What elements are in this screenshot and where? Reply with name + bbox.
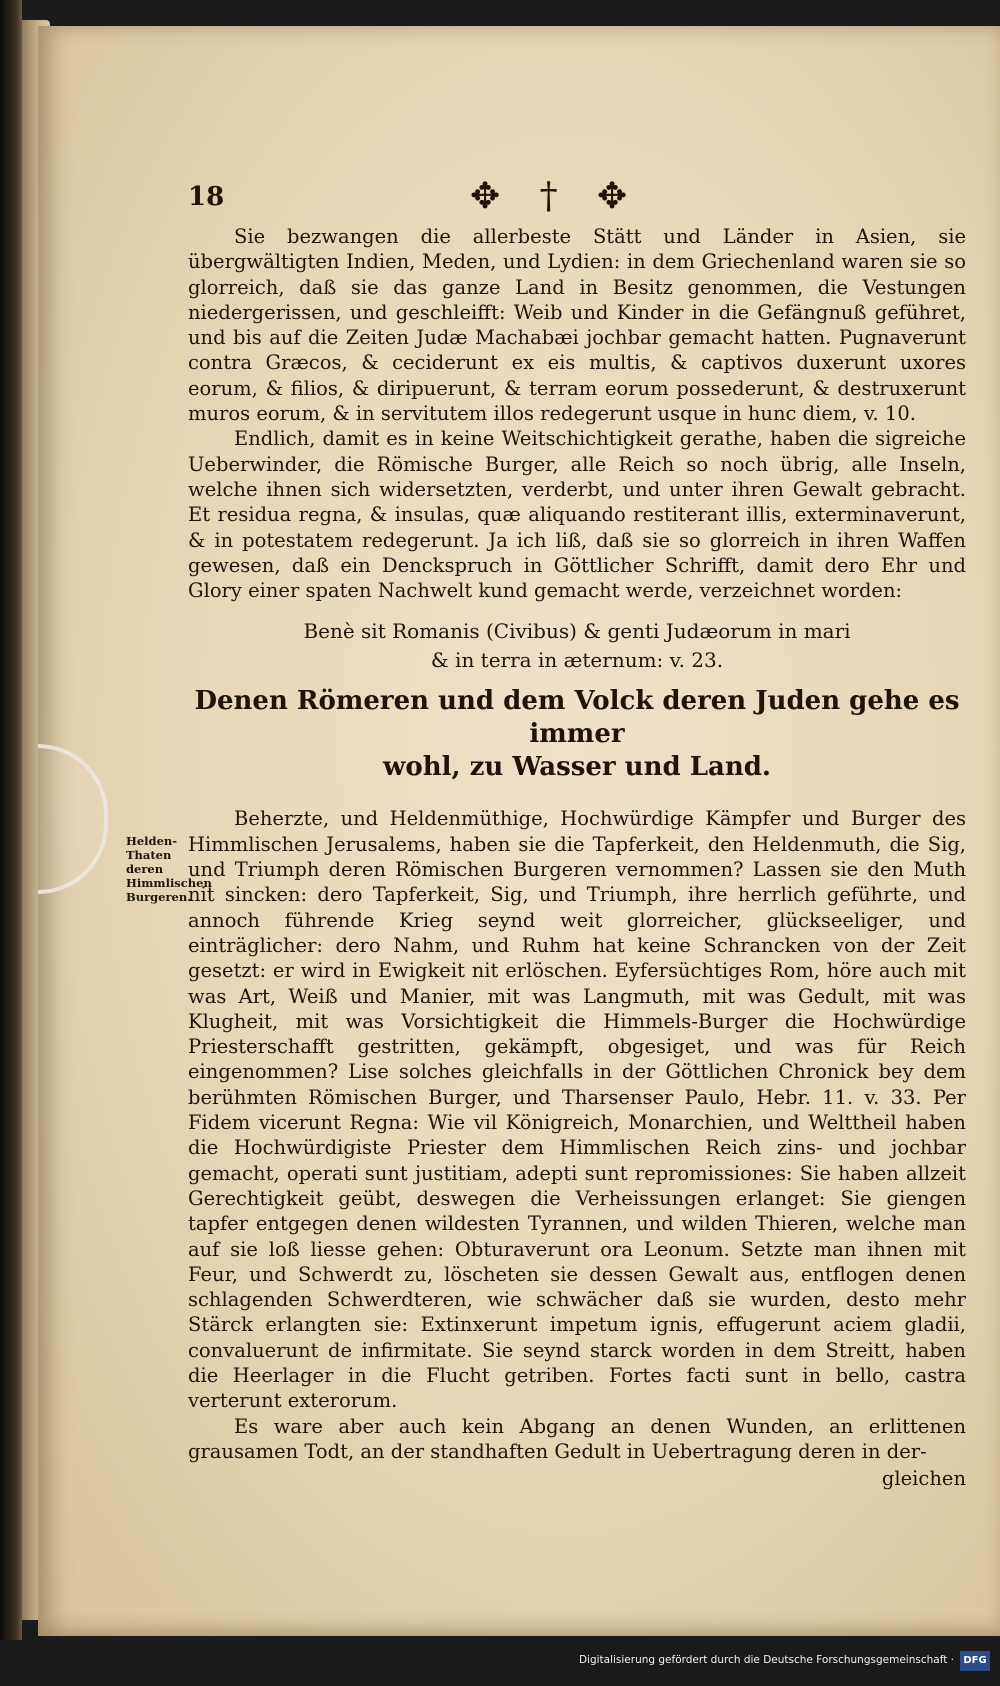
paper-clip bbox=[38, 744, 108, 894]
paragraph: Sie bezwangen die allerbeste Stätt und Länder in Asien, sie übergwältigten Indien, Meden, und Lydien: in dem Griechenland waren sie so glorreich, daß sie das ganze Land in Besitz genommen, die Vestungen niedergerissen, und geschleifft: Weib und Kinder in die Gefängnuß geführet, und bis auf die Zeiten Judæ Machabæi jochbar gemacht hatten. Pugnaverunt contra Græcos, & ceciderunt ex eis multis, & captivos duxerunt uxores eorum, & filios, & diripuerunt, & terram eorum possederunt, & destruxerunt muros eorum, & in servitutem illos redegerunt usque in hunc diem, v. 10. bbox=[188, 225, 966, 426]
paragraph: Es ware aber auch kein Abgang an denen Wunden, an erlittenen grausamen Todt, an der standhaften Gedult in Uebertragung deren in der- bbox=[188, 1414, 966, 1463]
citation-line: & in terra in æternum: v. 23. bbox=[430, 648, 724, 673]
page-number: 18 bbox=[188, 182, 225, 212]
book-spine bbox=[0, 0, 22, 1640]
marginal-note: Helden-Thaten deren Himmlischen Burgeren. bbox=[126, 834, 212, 904]
book-page bbox=[38, 26, 1000, 1636]
latin-citation bbox=[188, 617, 966, 675]
dfg-logo: DFG bbox=[960, 1651, 990, 1671]
citation-line: Benè sit Romanis (Civibus) & genti Judæorum in mari bbox=[303, 619, 851, 644]
catchword: gleichen bbox=[881, 1467, 966, 1491]
paragraph: Endlich, damit es in keine Weitschichtigkeit gerathe, haben die sigreiche Ueberwinder, die Römische Burger, alle Reich so noch übrig, alle Inseln, welche ihnen sich widersetzten, verderbt, und unter ihren Gewalt gebracht. Et residua regna, & insulas, quæ aliquando restiterant illis, exterminaverunt, & in potestatem redegerunt. Ja ich liß, daß sie so glorreich in ihren Waffen gewesen, daß ein Denckspruch in Göttlicher Schrifft, damit dero Ehr und Glory einer spaten Nachwelt kund gemacht werde, verzeichnet worden: bbox=[188, 427, 966, 603]
footer-credit: Digitalisierung gefördert durch die Deutsche Forschungsgemeinschaft · bbox=[578, 1654, 954, 1666]
page-text bbox=[188, 224, 966, 1491]
heading-line: wohl, zu Wasser und Land. bbox=[383, 752, 771, 783]
header-ornament: ✥ † ✥ bbox=[470, 176, 642, 217]
paragraph: Beherzte, und Heldenmüthige, Hochwürdige Kämpfer und Burger des Himmlischen Jerusalems, haben sie die Tapferkeit, den Heldenmuth, die Sig, und Triumph deren Römischen Burgeren vernommen? Lassen sie den Muth nit sincken: dero Tapferkeit, Sig, und Triumph, ihre herrlich geführte, und annoch führende Krieg seynd weit glorreicher, glückseeliger, und einträglicher: dero Nahm, und Ruhm hat keine Schrancken von der Zeit gesetzt: er wird in Ewigkeit nit erlöschen. Eyfersüchtiges Rom, höre auch mit was Art, Weiß und Manier, mit was Langmuth, mit was Gedult, mit was Klugheit, mit was Vorsichtigkeit die Himmels-Burger die Hochwürdige Priesterschafft gestritten, gekämpft, obgesiget, und was für Reich eingenommen? Lise solches gleichfalls in der Göttlichen Chronick bey dem berühmten Römischen Burger, und Tharsenser Paulo, Hebr. 11. v. 33. Per Fidem vicerunt Regna: Wie vil Königreich, Monarchien, und Welttheil haben die Hochwürdigiste Priester dem Himmlischen Reich zins- und jochbar gemacht, operati sunt justitiam, adepti sunt repromissiones: Sie haben allzeit Gerechtigkeit geübt, deswegen die Verheissungen erlanget: Sie giengen tapfer entgegen denen wildesten Tyrannen, und wilden Thieren, welche man auf sie loß liesse gehen: Obturaverunt ora Leonum. Setzte man ihnen mit Feur, und Schwerdt zu, löscheten sie dessen Gewalt aus, entflogen denen schlagenden Schwerdteren, wie schwächer daß sie wurden, desto mehr Stärck erlangten sie: Extinxerunt impetum ignis, effugerunt aciem gladii, convaluerunt de infirmitate. Sie seynd starck worden in dem Streitt, haben die Heerlager in die Flucht getriben. Fortes facti sunt in bello, castra verterunt exterorum. bbox=[188, 807, 966, 1413]
section-heading bbox=[188, 685, 966, 784]
footer-bar bbox=[0, 1640, 1000, 1686]
page-header bbox=[38, 168, 1000, 218]
heading-line: Denen Römeren und dem Volck deren Juden gehe es immer bbox=[194, 686, 960, 750]
